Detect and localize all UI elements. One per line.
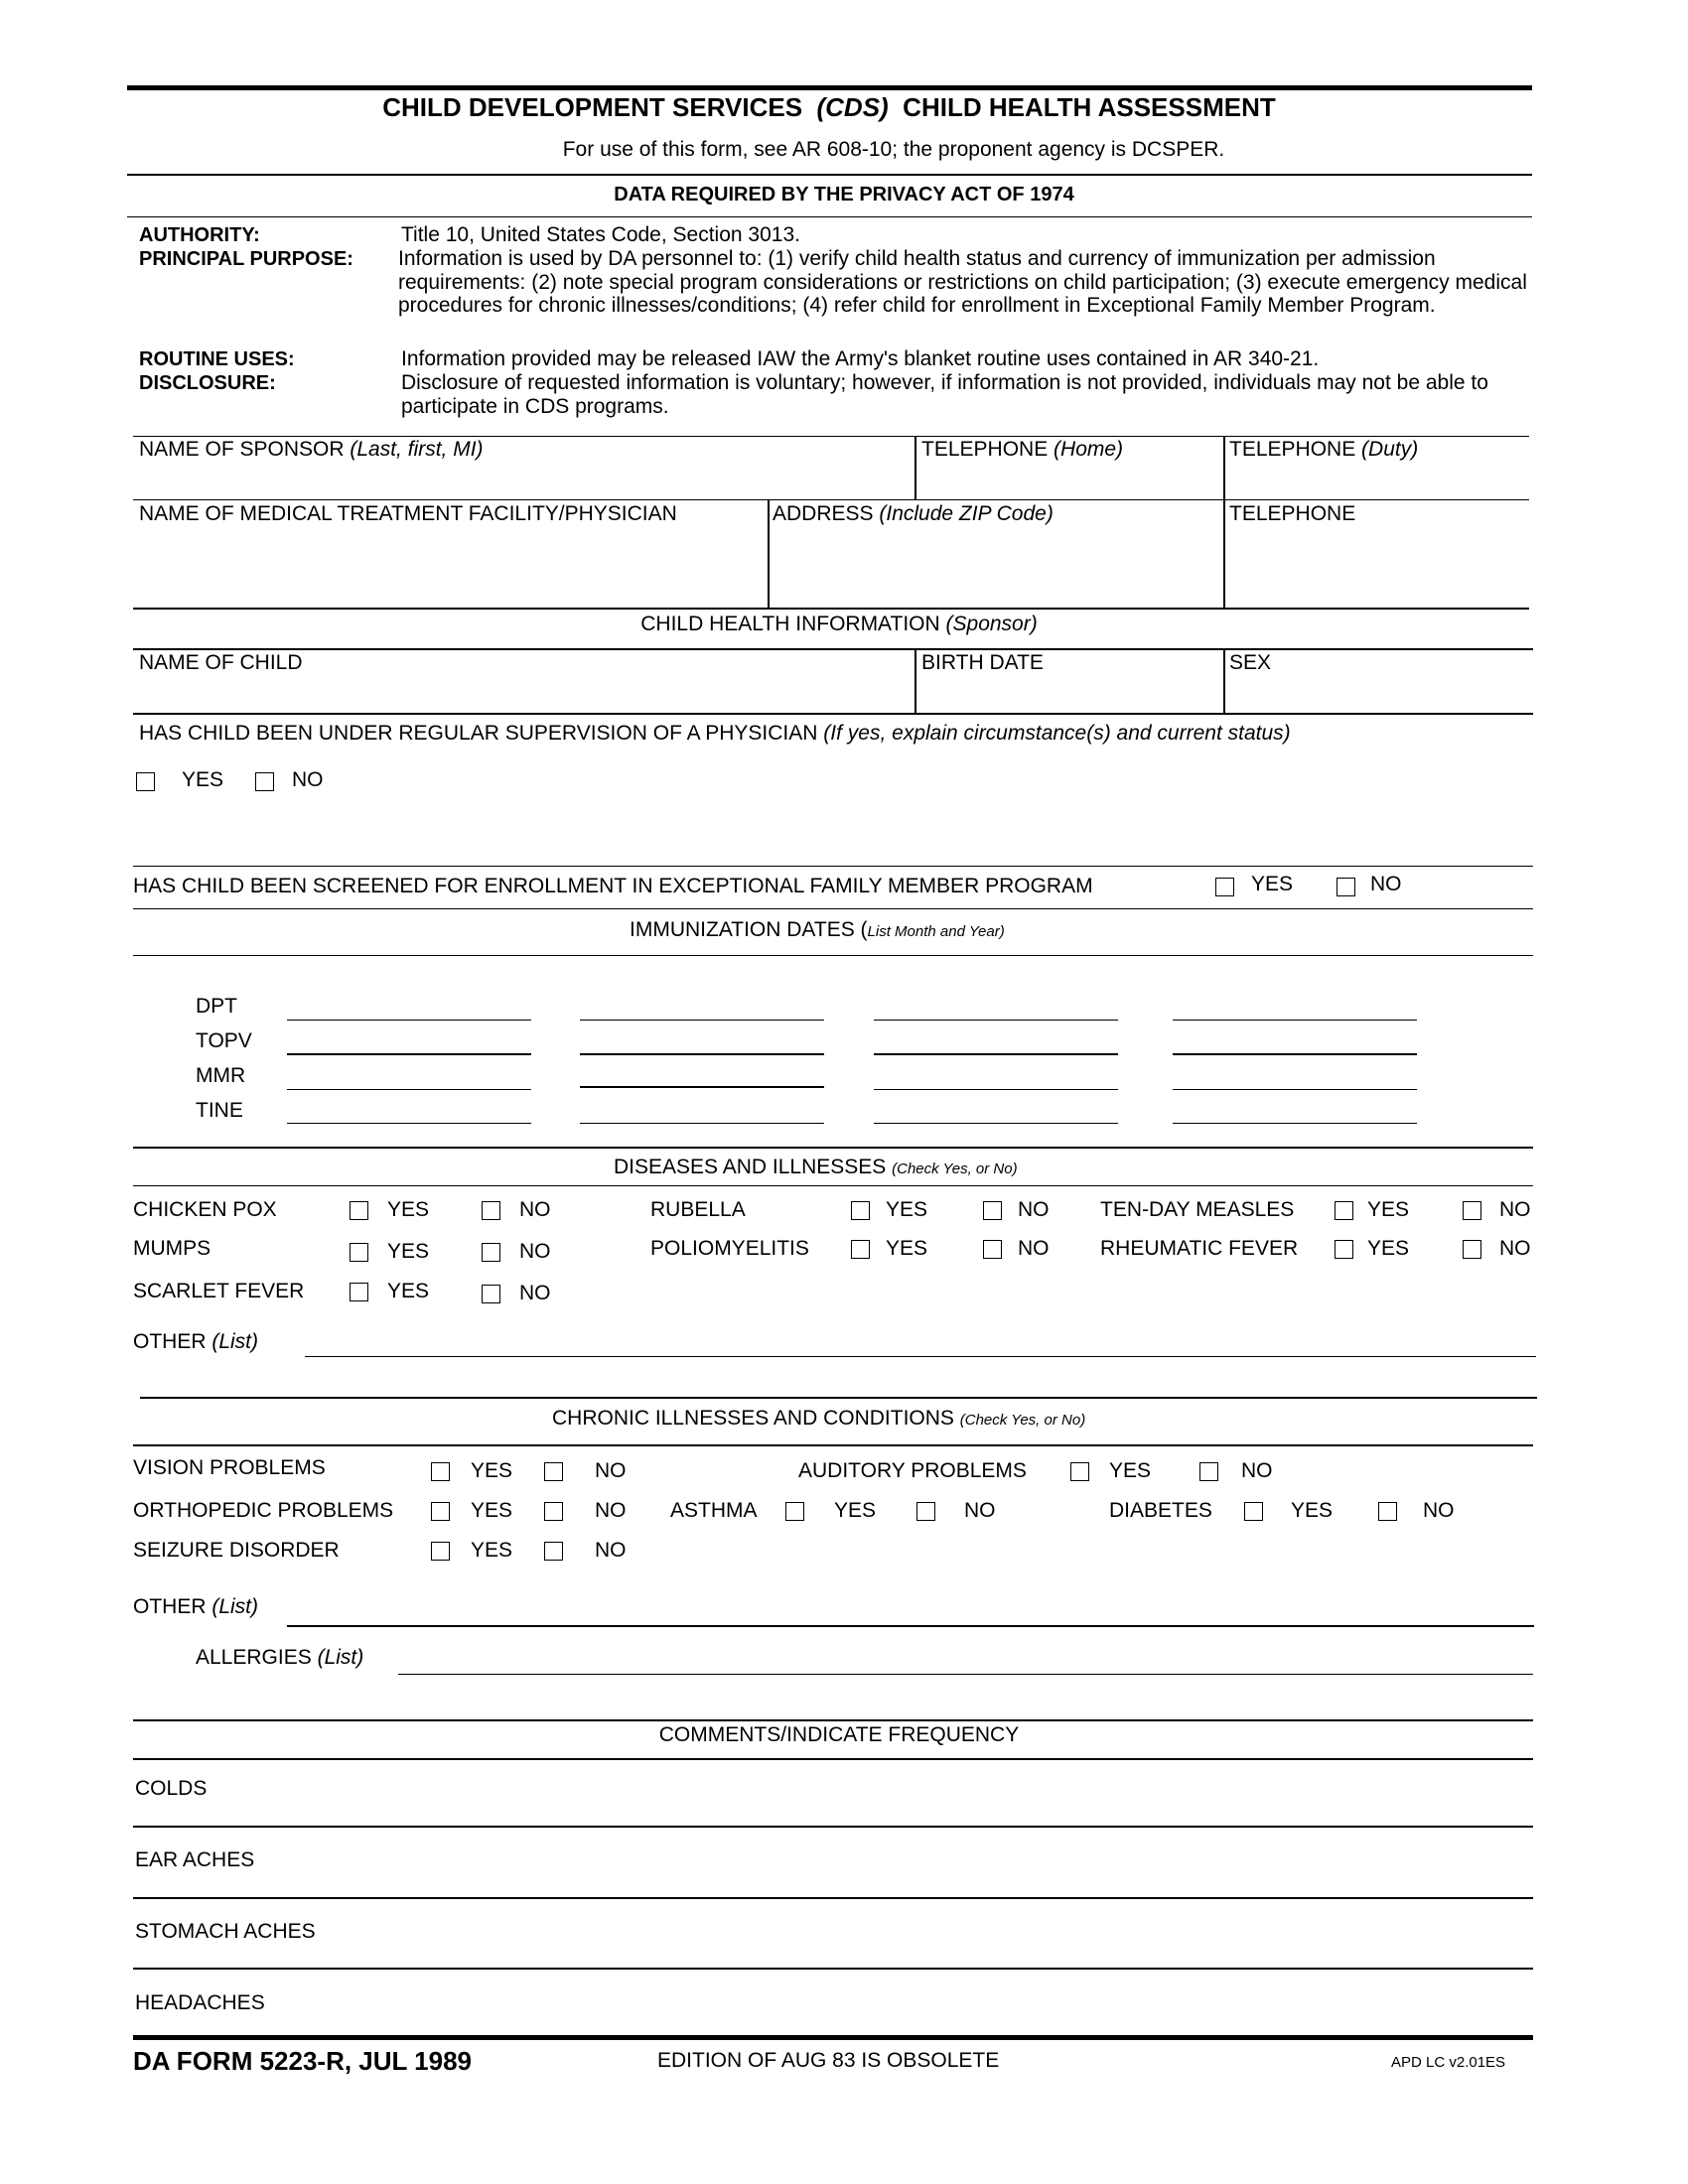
immunization-date-field[interactable] bbox=[580, 1020, 824, 1021]
yes-label: YES bbox=[1291, 1499, 1334, 1522]
supervision-question: HAS CHILD BEEN UNDER REGULAR SUPERVISION OF A PHYSICIAN (If yes, explain circumstance(s) and current status) bbox=[139, 722, 1291, 745]
disease-mumps-label: MUMPS bbox=[133, 1237, 211, 1260]
seizure-no-checkbox[interactable] bbox=[544, 1542, 563, 1561]
sex-label: SEX bbox=[1229, 651, 1272, 674]
yes-label: YES bbox=[387, 1198, 430, 1221]
no-label: NO bbox=[1423, 1499, 1455, 1522]
divider bbox=[1223, 648, 1225, 714]
chronic-orthopedic-label: ORTHOPEDIC PROBLEMS bbox=[133, 1499, 394, 1522]
chronic-seizure-label: SEIZURE DISORDER bbox=[133, 1539, 340, 1562]
disease-ten-day-measles-label: TEN-DAY MEASLES bbox=[1100, 1198, 1295, 1221]
chronic-diabetes-label: DIABETES bbox=[1109, 1499, 1212, 1522]
yes-label: YES bbox=[387, 1280, 430, 1302]
no-label: NO bbox=[595, 1539, 627, 1562]
immunization-date-field[interactable] bbox=[287, 1123, 531, 1124]
sex-field[interactable] bbox=[1229, 681, 1527, 707]
immunization-mmr-label: MMR bbox=[196, 1064, 246, 1087]
immunization-date-field[interactable] bbox=[580, 1086, 824, 1088]
facility-label: NAME OF MEDICAL TREATMENT FACILITY/PHYSICIAN bbox=[139, 502, 677, 525]
rule bbox=[127, 216, 1532, 217]
rule bbox=[133, 648, 1533, 650]
address-label: ADDRESS (Include ZIP Code) bbox=[773, 502, 1054, 525]
rheumatic-fever-no-checkbox[interactable] bbox=[1463, 1240, 1481, 1259]
routine-uses-label: ROUTINE USES: bbox=[139, 348, 295, 370]
birth-date-field[interactable] bbox=[921, 681, 1219, 707]
disclosure-text: Disclosure of requested information is voluntary; however, if information is not provided, individuals may not be able to participate in CDS programs. bbox=[401, 371, 1488, 418]
rule bbox=[133, 713, 1533, 715]
rule bbox=[140, 1397, 1537, 1399]
no-label: NO bbox=[1018, 1237, 1050, 1260]
scarlet-fever-no-checkbox[interactable] bbox=[482, 1285, 500, 1303]
disease-rubella-label: RUBELLA bbox=[650, 1198, 746, 1221]
rubella-yes-checkbox[interactable] bbox=[851, 1201, 870, 1220]
chronic-other-field[interactable] bbox=[287, 1625, 1534, 1627]
immunization-date-field[interactable] bbox=[1173, 1123, 1417, 1124]
tel-home-label: TELEPHONE (Home) bbox=[921, 438, 1124, 461]
orthopedic-no-checkbox[interactable] bbox=[544, 1502, 563, 1521]
efmp-question: HAS CHILD BEEN SCREENED FOR ENROLLMENT IN EXCEPTIONAL FAMILY MEMBER PROGRAM bbox=[133, 875, 1093, 897]
birth-date-label: BIRTH DATE bbox=[921, 651, 1044, 674]
supervision-no-label: NO bbox=[292, 768, 324, 791]
top-rule bbox=[127, 85, 1532, 90]
chicken-pox-no-checkbox[interactable] bbox=[482, 1201, 500, 1220]
yes-label: YES bbox=[471, 1499, 513, 1522]
divider bbox=[914, 436, 916, 499]
rule bbox=[133, 1968, 1533, 1970]
medical-telephone-label: TELEPHONE bbox=[1229, 502, 1356, 525]
immunization-dpt-label: DPT bbox=[196, 995, 237, 1018]
divider bbox=[1223, 436, 1225, 499]
poliomyelitis-yes-checkbox[interactable] bbox=[851, 1240, 870, 1259]
routine-uses-text: Information provided may be released IAW the Army's blanket routine uses contained in AR 340-21. bbox=[401, 347, 1320, 370]
child-info-heading: CHILD HEALTH INFORMATION (Sponsor) bbox=[640, 613, 1038, 635]
rheumatic-fever-yes-checkbox[interactable] bbox=[1335, 1240, 1353, 1259]
supervision-yes-checkbox[interactable] bbox=[136, 772, 155, 791]
rule bbox=[133, 1147, 1533, 1149]
comments-heading: COMMENTS/INDICATE FREQUENCY bbox=[658, 1723, 1020, 1746]
orthopedic-yes-checkbox[interactable] bbox=[431, 1502, 450, 1521]
bottom-rule bbox=[133, 2035, 1533, 2040]
comment-ear-aches-field[interactable] bbox=[298, 1837, 1529, 1886]
immunization-date-field[interactable] bbox=[1173, 1053, 1417, 1055]
no-label: NO bbox=[1499, 1237, 1531, 1260]
asthma-yes-checkbox[interactable] bbox=[785, 1502, 804, 1521]
immunization-date-field[interactable] bbox=[874, 1053, 1118, 1055]
yes-label: YES bbox=[471, 1539, 513, 1562]
immunization-date-field[interactable] bbox=[874, 1020, 1118, 1021]
divider bbox=[914, 648, 916, 714]
divider bbox=[1223, 499, 1225, 609]
yes-label: YES bbox=[387, 1240, 430, 1263]
immunization-tine-label: TINE bbox=[196, 1099, 243, 1122]
disease-chicken-pox-label: CHICKEN POX bbox=[133, 1198, 277, 1221]
child-name-field[interactable] bbox=[139, 681, 904, 707]
form-title: CHILD DEVELOPMENT SERVICES (CDS) CHILD HEALTH ASSESSMENT bbox=[382, 92, 1276, 122]
privacy-heading: DATA REQUIRED BY THE PRIVACY ACT OF 1974 bbox=[614, 184, 1074, 205]
diseases-heading: DISEASES AND ILLNESSES (Check Yes, or No) bbox=[614, 1156, 1018, 1178]
yes-label: YES bbox=[886, 1237, 928, 1260]
rule bbox=[133, 436, 1529, 437]
comment-ear-aches-label: EAR ACHES bbox=[135, 1848, 255, 1871]
immunization-date-field[interactable] bbox=[580, 1123, 824, 1124]
diabetes-yes-checkbox[interactable] bbox=[1244, 1502, 1263, 1521]
no-label: NO bbox=[1499, 1198, 1531, 1221]
seizure-yes-checkbox[interactable] bbox=[431, 1542, 450, 1561]
comment-headaches-field[interactable] bbox=[298, 1979, 1529, 2029]
supervision-no-checkbox[interactable] bbox=[255, 772, 274, 791]
disclosure-label: DISCLOSURE: bbox=[139, 372, 276, 394]
chronic-heading: CHRONIC ILLNESSES AND CONDITIONS (Check Yes, or No) bbox=[552, 1407, 1086, 1430]
sponsor-name-field[interactable] bbox=[139, 469, 904, 494]
disease-rheumatic-fever-label: RHEUMATIC FEVER bbox=[1100, 1237, 1299, 1260]
asthma-no-checkbox[interactable] bbox=[916, 1502, 935, 1521]
no-label: NO bbox=[519, 1240, 551, 1263]
rule bbox=[133, 955, 1533, 956]
comment-colds-label: COLDS bbox=[135, 1777, 208, 1800]
authority-label: AUTHORITY: bbox=[139, 224, 260, 246]
yes-label: YES bbox=[886, 1198, 928, 1221]
ten-day-measles-no-checkbox[interactable] bbox=[1463, 1201, 1481, 1220]
efmp-no-checkbox[interactable] bbox=[1336, 878, 1355, 896]
immunization-date-field[interactable] bbox=[1173, 1020, 1417, 1021]
scarlet-fever-yes-checkbox[interactable] bbox=[350, 1283, 368, 1301]
purpose-text: Information is used by DA personnel to: (1) verify child health status and currency of immunization per admission requirements: (2) note special program considerations or restrictions on child participation; (3) execute emergency medical procedures for chronic illnesses/conditions; (4) refer child for enrollment in Exceptional Family Member Program. bbox=[398, 247, 1527, 317]
sponsor-name-label: NAME OF SPONSOR (Last, first, MI) bbox=[139, 438, 484, 461]
disease-scarlet-fever-label: SCARLET FEVER bbox=[133, 1280, 305, 1302]
allergies-label: ALLERGIES (List) bbox=[196, 1646, 364, 1669]
yes-label: YES bbox=[834, 1499, 877, 1522]
efmp-no-label: NO bbox=[1370, 873, 1402, 895]
chronic-auditory-label: AUDITORY PROBLEMS bbox=[798, 1459, 1027, 1482]
rule bbox=[133, 1826, 1533, 1828]
no-label: NO bbox=[519, 1282, 551, 1304]
immunization-heading: IMMUNIZATION DATES (List Month and Year) bbox=[630, 918, 1005, 941]
supervision-yes-label: YES bbox=[182, 768, 224, 791]
diabetes-no-checkbox[interactable] bbox=[1378, 1502, 1397, 1521]
no-label: NO bbox=[964, 1499, 996, 1522]
rubella-no-checkbox[interactable] bbox=[983, 1201, 1002, 1220]
rule bbox=[133, 1758, 1533, 1760]
rule bbox=[133, 499, 1529, 500]
mumps-yes-checkbox[interactable] bbox=[350, 1243, 368, 1262]
medical-telephone-field[interactable] bbox=[1229, 536, 1527, 596]
chronic-asthma-label: ASTHMA bbox=[670, 1499, 758, 1522]
no-label: NO bbox=[595, 1499, 627, 1522]
immunization-date-field[interactable] bbox=[580, 1053, 824, 1055]
vision-yes-checkbox[interactable] bbox=[431, 1462, 450, 1481]
immunization-date-field[interactable] bbox=[287, 1020, 531, 1021]
authority-text: Title 10, United States Code, Section 3013. bbox=[401, 223, 800, 246]
rule bbox=[127, 174, 1532, 176]
chicken-pox-yes-checkbox[interactable] bbox=[350, 1201, 368, 1220]
immunization-date-field[interactable] bbox=[287, 1053, 531, 1055]
divider bbox=[768, 499, 770, 609]
rule bbox=[133, 1185, 1533, 1186]
efmp-yes-label: YES bbox=[1251, 873, 1294, 895]
rule bbox=[133, 1719, 1533, 1721]
rule bbox=[133, 1897, 1533, 1899]
tel-duty-label: TELEPHONE (Duty) bbox=[1229, 438, 1419, 461]
yes-label: YES bbox=[1367, 1198, 1410, 1221]
no-label: NO bbox=[595, 1459, 627, 1482]
tel-duty-field[interactable] bbox=[1229, 469, 1527, 494]
yes-label: YES bbox=[1109, 1459, 1152, 1482]
mumps-no-checkbox[interactable] bbox=[482, 1243, 500, 1262]
rule bbox=[133, 866, 1533, 867]
comment-stomach-aches-field[interactable] bbox=[338, 1908, 1529, 1958]
immunization-date-field[interactable] bbox=[874, 1089, 1118, 1090]
vision-no-checkbox[interactable] bbox=[544, 1462, 563, 1481]
auditory-no-checkbox[interactable] bbox=[1199, 1462, 1218, 1481]
immunization-date-field[interactable] bbox=[874, 1123, 1118, 1124]
address-field[interactable] bbox=[773, 536, 1214, 596]
chronic-other-label: OTHER (List) bbox=[133, 1595, 259, 1618]
yes-label: YES bbox=[1367, 1237, 1410, 1260]
immunization-topv-label: TOPV bbox=[196, 1029, 252, 1052]
purpose-label: PRINCIPAL PURPOSE: bbox=[139, 248, 353, 270]
rule bbox=[133, 608, 1529, 610]
diseases-other-label: OTHER (List) bbox=[133, 1330, 259, 1353]
comment-colds-field[interactable] bbox=[298, 1769, 1529, 1819]
comment-headaches-label: HEADACHES bbox=[135, 1991, 265, 2014]
yes-label: YES bbox=[471, 1459, 513, 1482]
edition-note: EDITION OF AUG 83 IS OBSOLETE bbox=[657, 2049, 1000, 2072]
tel-home-field[interactable] bbox=[921, 469, 1219, 494]
rule bbox=[133, 908, 1533, 909]
no-label: NO bbox=[1018, 1198, 1050, 1221]
immunization-date-field[interactable] bbox=[1173, 1089, 1417, 1090]
chronic-vision-label: VISION PROBLEMS bbox=[133, 1456, 326, 1479]
no-label: NO bbox=[1241, 1459, 1273, 1482]
disease-poliomyelitis-label: POLIOMYELITIS bbox=[650, 1237, 809, 1260]
comment-stomach-aches-label: STOMACH ACHES bbox=[135, 1920, 316, 1943]
ten-day-measles-yes-checkbox[interactable] bbox=[1335, 1201, 1353, 1220]
allergies-field[interactable] bbox=[398, 1674, 1533, 1675]
facility-field[interactable] bbox=[139, 536, 755, 596]
form-number: DA FORM 5223-R, JUL 1989 bbox=[133, 2046, 473, 2076]
rule bbox=[133, 1444, 1533, 1446]
auditory-yes-checkbox[interactable] bbox=[1070, 1462, 1089, 1481]
poliomyelitis-no-checkbox[interactable] bbox=[983, 1240, 1002, 1259]
version-note: APD LC v2.01ES bbox=[1391, 2054, 1506, 2071]
form-subtitle: For use of this form, see AR 608-10; the proponent agency is DCSPER. bbox=[562, 138, 1225, 161]
diseases-other-field[interactable] bbox=[305, 1356, 1536, 1357]
efmp-yes-checkbox[interactable] bbox=[1215, 878, 1234, 896]
no-label: NO bbox=[519, 1198, 551, 1221]
immunization-date-field[interactable] bbox=[287, 1089, 531, 1090]
child-name-label: NAME OF CHILD bbox=[139, 651, 303, 674]
